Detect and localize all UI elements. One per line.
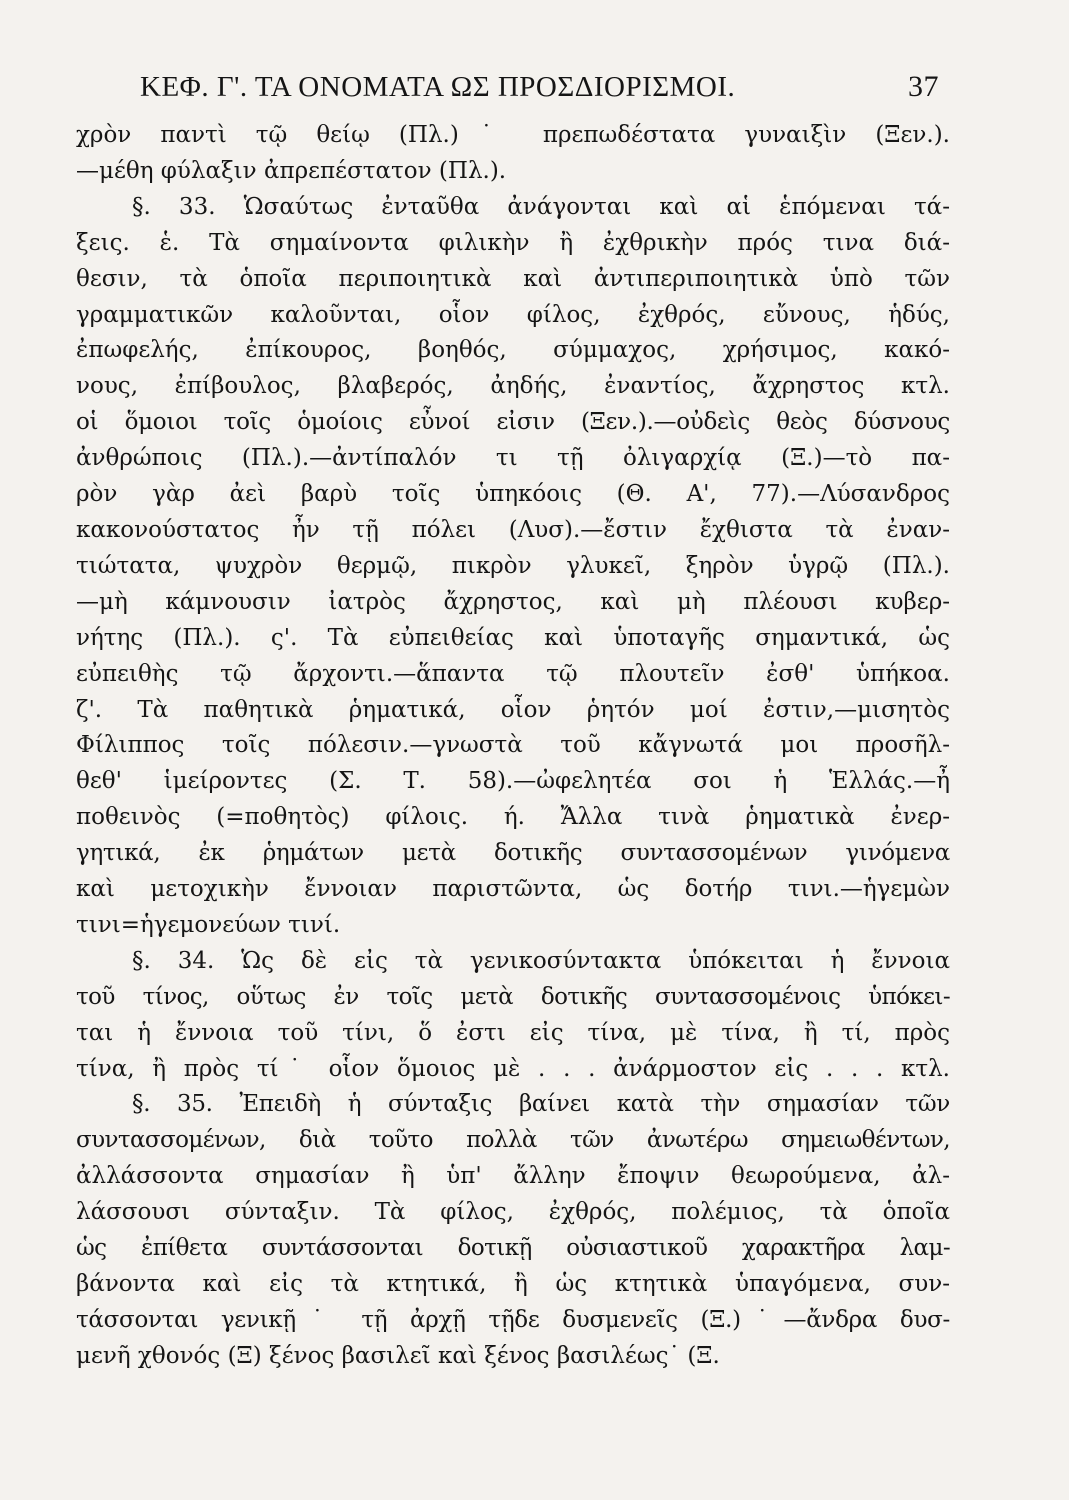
running-title: ΚΕΦ. Γ'. ΤΑ ΟΝΟΜΑΤΑ ΩΣ ΠΡΟΣΔΙΟΡΙΣΜΟΙ. — [140, 71, 736, 103]
text-line: τιώτατα, ψυχρὸν θερμῷ, πικρὸν γλυκεῖ, ξηρὸν ὑγρῷ (Πλ.). — [76, 552, 950, 579]
text-line: τινι=ἡγεμονεύων τινί. — [76, 911, 341, 938]
text-line: τάσσονται γενικῇ˙ τῇ ἀρχῇ τῇδε δυσμενεῖς (Ξ.)˙—ἄνδρα δυσ- — [76, 1306, 950, 1333]
text-line: —μὴ κάμνουσιν ἰατρὸς ἄχρηστος, καὶ μὴ πλέουσι κυβερ- — [76, 588, 950, 615]
text-line: γητικά, ἐκ ῥημάτων μετὰ δοτικῆς συντασσομένων γινόμενα — [76, 840, 950, 867]
text-line: ἀνθρώποις (Πλ.).—ἀντίπαλόν τι τῇ ὀλιγαρχίᾳ (Ξ.)—τὸ πα- — [76, 445, 950, 472]
text-line: βάνοντα καὶ εἰς τὰ κτητικά, ἢ ὡς κτητικὰ ὑπαγόμενα, συν- — [76, 1271, 950, 1297]
text-line: λάσσουσι σύνταξιν. Τὰ φίλος, ἐχθρός, πολέμιος, τὰ ὁποῖα — [76, 1199, 950, 1226]
text-line: χρὸν παντὶ τῷ θείῳ (Πλ.)˙ πρεπωδέστατα γυναιξὶν (Ξεν.). — [76, 122, 950, 148]
text-line: θεθ' ἱμείροντες (Σ. Τ. 58).—ὠφελητέα σοι ἡ Ἑλλάς.—ἦ — [76, 768, 950, 795]
text-line: τοῦ τίνος, οὕτως ἐν τοῖς μετὰ δοτικῆς συντασσομένοις ὑπόκει- — [76, 983, 950, 1010]
page-number: 37 — [908, 70, 939, 103]
text-line: ἀλλάσσοντα σημασίαν ἢ ὑπ' ἄλλην ἔποψιν θεωρούμενα, ἀλ- — [76, 1163, 950, 1190]
text-line: θεσιν, τὰ ὁποῖα περιποιητικὰ καὶ ἀντιπεριποιητικὰ ὑπὸ τῶν — [76, 265, 950, 292]
text-line: ἐπωφελής, ἐπίκουρος, βοηθός, σύμμαχος, χρήσιμος, κακό- — [76, 337, 950, 364]
section-34-start: §. 34. Ὡς δὲ εἰς τὰ γενικοσύντακτα ὑπόκειται ἡ ἔννοια — [132, 947, 950, 974]
text-line: ξεις. ἑ. Τὰ σημαίνοντα φιλικὴν ἢ ἐχθρικὴν πρός τινα διά- — [76, 229, 950, 256]
text-line: Φίλιππος τοῖς πόλεσιν.—γνωστὰ τοῦ κἄγνωτά μοι προσῆλ- — [76, 732, 950, 759]
text-line: μενῆ χθονός (Ξ) ξένος βασιλεῖ καὶ ξένος βασιλέως˙ (Ξ. — [76, 1342, 720, 1369]
section-33-start: §. 33. Ὡσαύτως ἐνταῦθα ἀνάγονται καὶ αἱ ἑπόμεναι τά- — [132, 193, 950, 220]
text-line: ὡς ἐπίθετα συντάσσονται δοτικῇ οὐσιαστικοῦ χαρακτῆρα λαμ- — [76, 1235, 950, 1262]
text-line: γραμματικῶν καλοῦνται, οἷον φίλος, ἐχθρός, εὔνους, ἡδύς, — [76, 301, 950, 328]
text-line: —μέθη φύλαξιν ἀπρεπέστατον (Πλ.). — [76, 157, 507, 184]
text-line: καὶ μετοχικὴν ἔννοιαν παριστῶντα, ὡς δοτήρ τινι.—ἡγεμὼν — [76, 876, 950, 903]
body-text — [76, 118, 950, 1375]
section-35-start: §. 35. Ἐπειδὴ ἡ σύνταξις βαίνει κατὰ τὴν σημασίαν τῶν — [132, 1091, 950, 1118]
text-line: εὐπειθὴς τῷ ἄρχοντι.—ἅπαντα τῷ πλουτεῖν ἐσθ' ὑπήκοα. — [76, 660, 950, 687]
text-line: τίνα, ἢ πρὸς τί˙ οἷον ὅμοιος μὲ . . . ἀνάρμοστον εἰς . . . κτλ. — [76, 1055, 950, 1082]
page-header — [140, 70, 939, 114]
text-line: νήτης (Πλ.). ς'. Τὰ εὐπειθείας καὶ ὑποταγῆς σημαντικά, ὡς — [76, 624, 950, 651]
text-line: ται ἡ ἔννοια τοῦ τίνι, ὅ ἐστι εἰς τίνα, μὲ τίνα, ἢ τί, πρὸς — [76, 1019, 950, 1046]
text-line: κακονούστατος ἦν τῇ πόλει (Λυσ).—ἔστιν ἔχθιστα τὰ ἐναν- — [76, 516, 950, 543]
text-line: ρὸν γὰρ ἀεὶ βαρὺ τοῖς ὑπηκόοις (Θ. Α', 77).—Λύσανδρος — [76, 481, 950, 508]
text-line: ζ'. Τὰ παθητικὰ ῥηματικά, οἷον ῥητόν μοί ἐστιν,—μισητὸς — [76, 696, 950, 723]
text-line: νους, ἐπίβουλος, βλαβερός, ἀηδής, ἐναντίος, ἄχρηστος κτλ. — [76, 373, 950, 400]
text-line: ποθεινὸς (=ποθητὸς) φίλοις. ή. Ἄλλα τινὰ ῥηματικὰ ἐνερ- — [76, 804, 950, 831]
text-line: οἱ ὅμοιοι τοῖς ὁμοίοις εὖνοί εἰσιν (Ξεν.).—οὐδεὶς θεὸς δύσνους — [76, 409, 950, 436]
text-line: συντασσομένων, διὰ τοῦτο πολλὰ τῶν ἀνωτέρω σημειωθέντων, — [76, 1127, 950, 1154]
